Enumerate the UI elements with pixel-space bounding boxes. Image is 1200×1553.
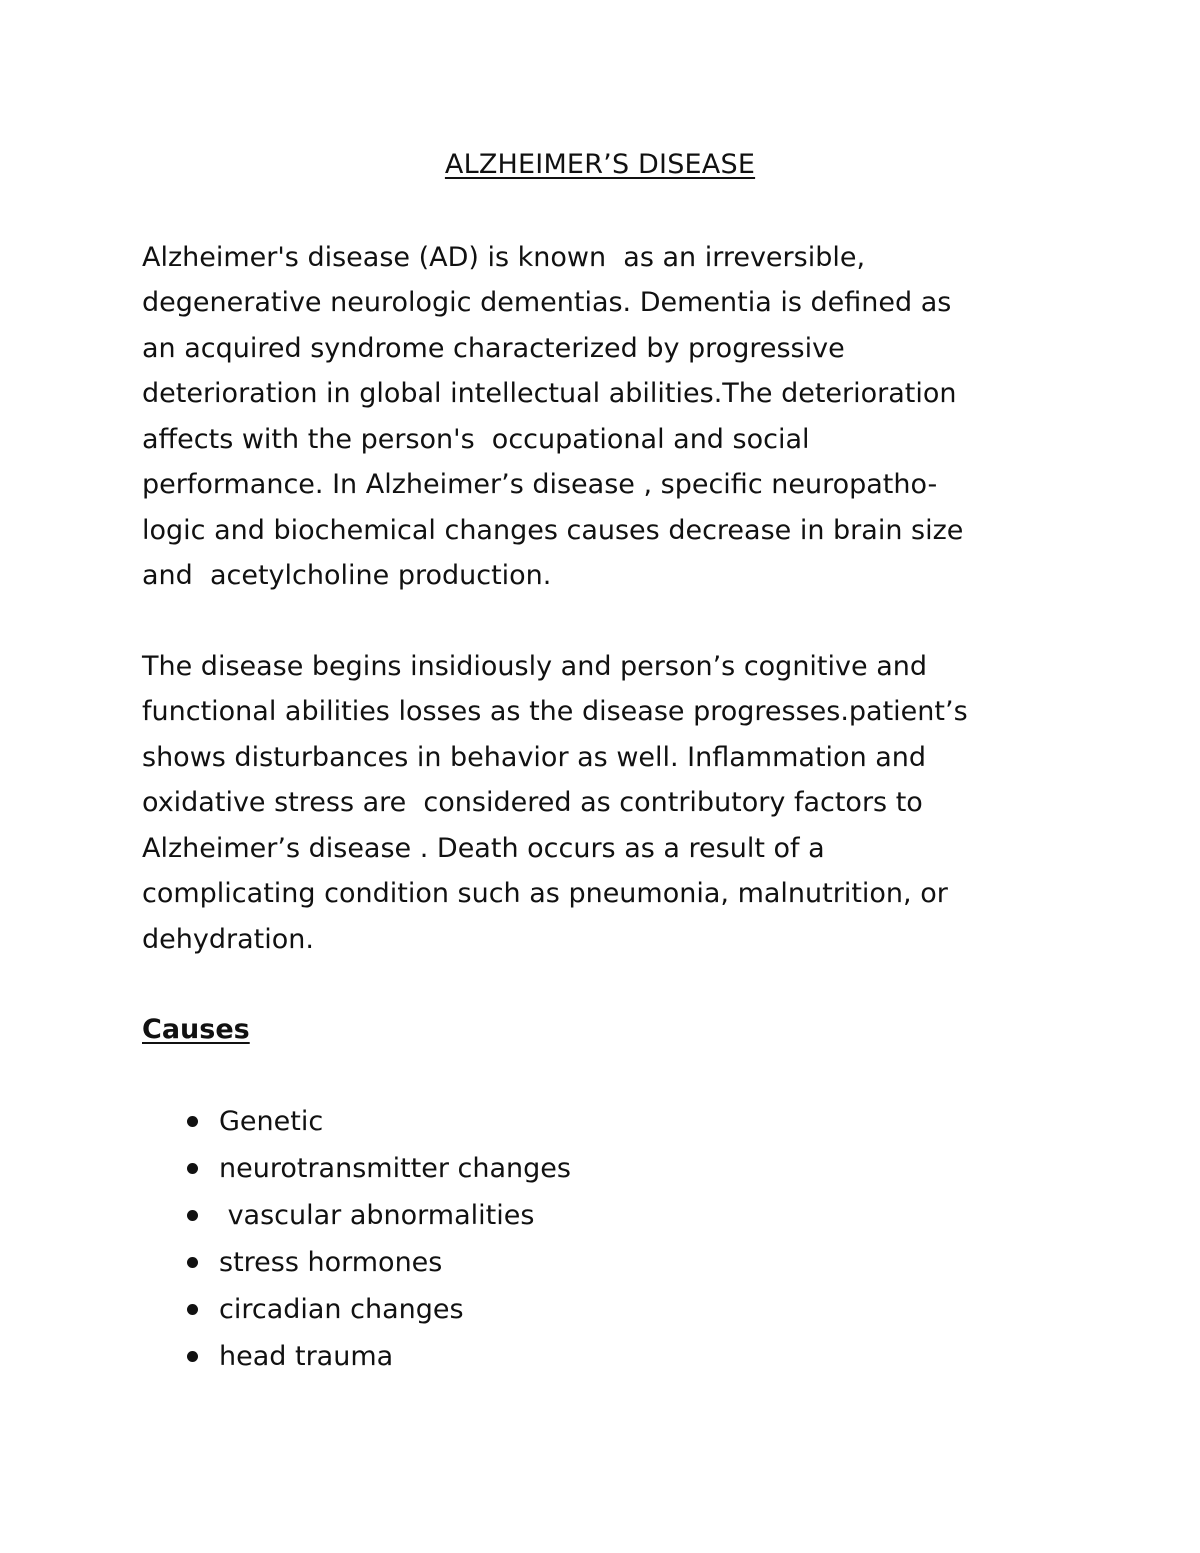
list-item: [182, 1102, 324, 1149]
bullet-icon: [187, 1163, 198, 1174]
list-item: [182, 1337, 394, 1384]
paragraph-1-line: deterioration in global intellectual abilities.The deterioration: [142, 378, 957, 409]
paragraph-2-line: Alzheimer’s disease . Death occurs as a result of a: [142, 833, 825, 864]
paragraph-2-line: shows disturbances in behavior as well. Inflammation and: [142, 742, 927, 773]
list-item-text: vascular abnormalities: [219, 1200, 535, 1231]
paragraph-2-line: complicating condition such as pneumonia, malnutrition, or: [142, 878, 948, 909]
list-item-text: head trauma: [219, 1341, 394, 1372]
list-item: [182, 1243, 443, 1290]
list-item: [182, 1149, 571, 1196]
document-title: ALZHEIMER’S DISEASE: [444, 149, 756, 180]
list-item-text: neurotransmitter changes: [219, 1153, 571, 1184]
paragraph-2-line: The disease begins insidiously and person’s cognitive and: [142, 651, 927, 682]
paragraph-2-line: oxidative stress are considered as contributory factors to: [142, 787, 923, 818]
paragraph-1-line: affects with the person's occupational and social: [142, 424, 810, 455]
paragraph-1-line: performance. In Alzheimer’s disease , specific neuropatho-: [142, 469, 938, 500]
list-item-text: circadian changes: [219, 1294, 464, 1325]
list-item: [182, 1290, 464, 1337]
list-item-text: stress hormones: [219, 1247, 443, 1278]
causes-list: [182, 1102, 571, 1384]
paragraph-2-line: functional abilities losses as the disease progresses.patient’s: [142, 696, 968, 727]
paragraph-1-line: degenerative neurologic dementias. Dementia is defined as: [142, 287, 952, 318]
paragraph-1-line: Alzheimer's disease (AD) is known as an irreversible,: [142, 242, 866, 273]
list-item-text: Genetic: [219, 1106, 324, 1137]
paragraph-1-line: an acquired syndrome characterized by progressive: [142, 333, 845, 364]
paragraph-1-line: logic and biochemical changes causes decrease in brain size: [142, 515, 964, 546]
causes-heading: Causes: [142, 1014, 250, 1045]
paragraph-1-line: and acetylcholine production.: [142, 560, 552, 591]
bullet-icon: [187, 1210, 198, 1221]
bullet-icon: [187, 1116, 198, 1127]
list-item: [182, 1196, 535, 1243]
bullet-icon: [187, 1257, 198, 1268]
bullet-icon: [187, 1351, 198, 1362]
paragraph-2-line: dehydration.: [142, 924, 314, 955]
bullet-icon: [187, 1304, 198, 1315]
